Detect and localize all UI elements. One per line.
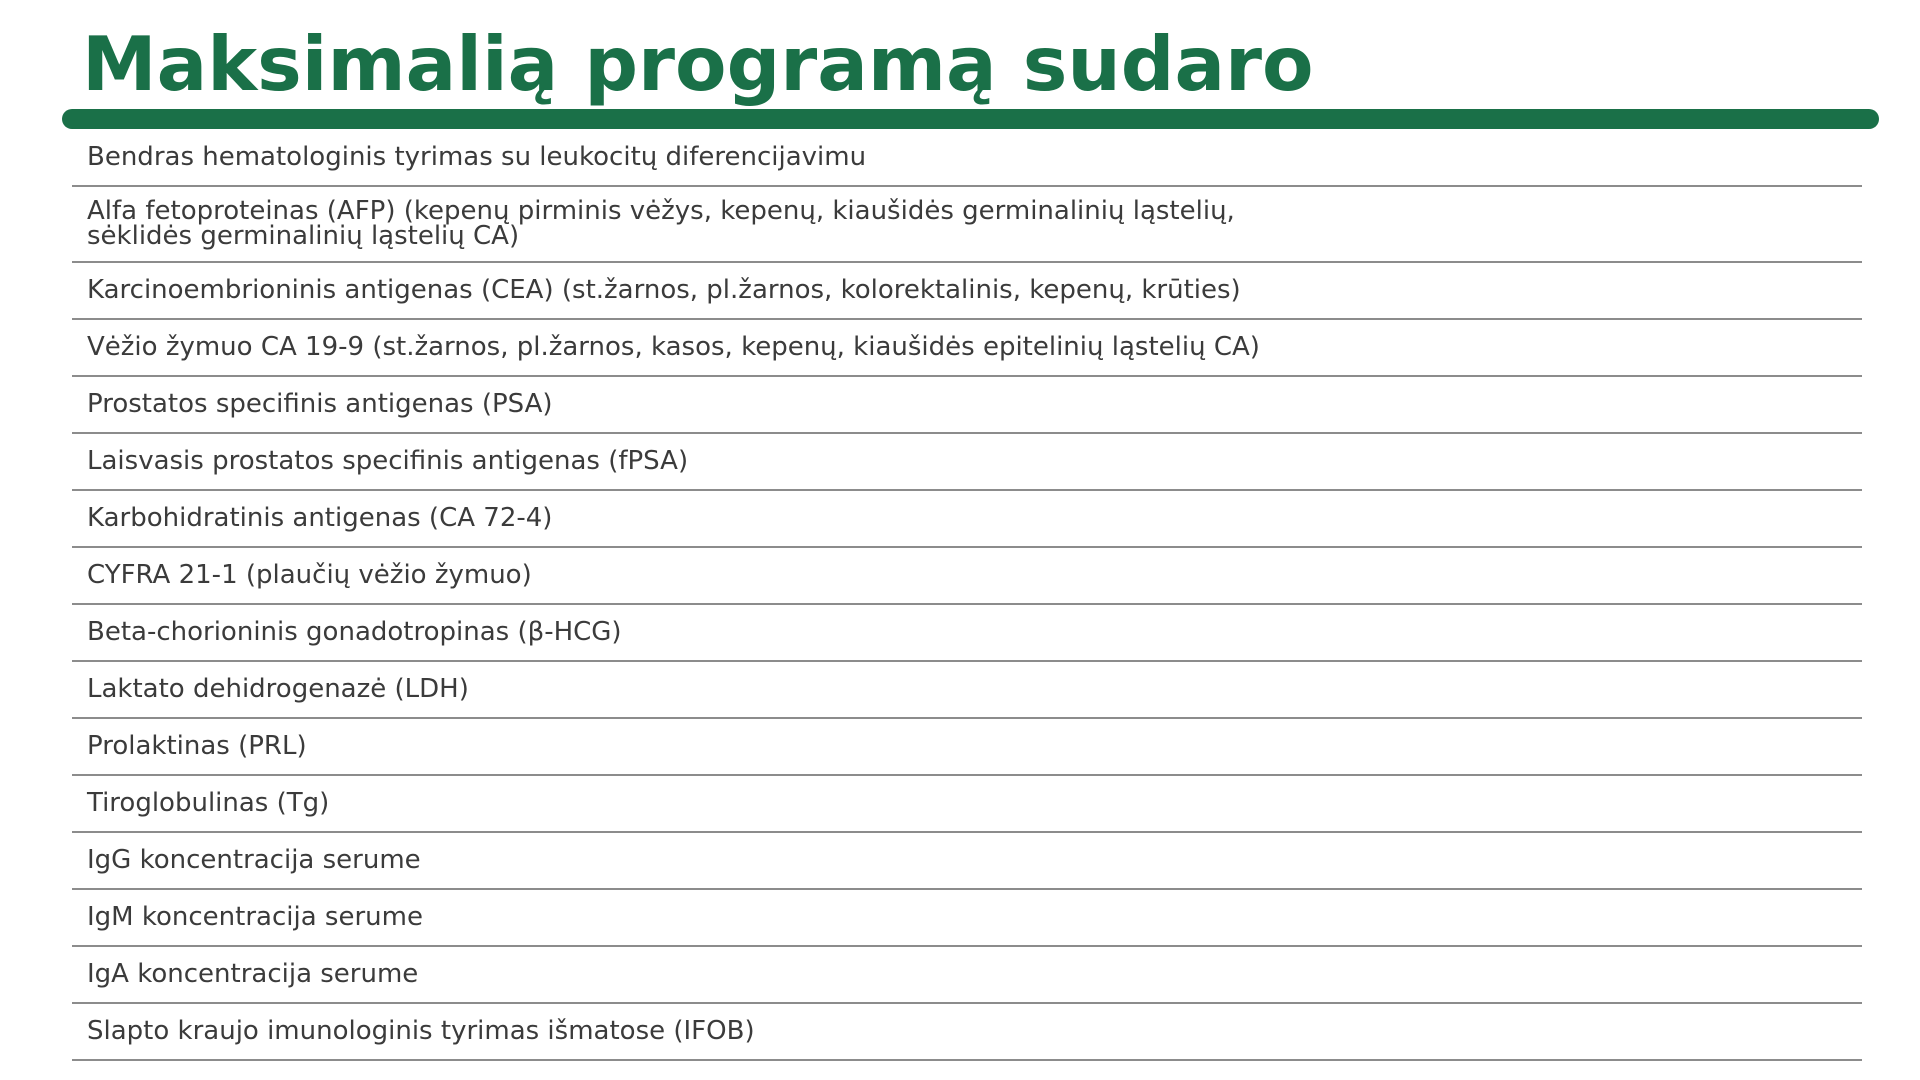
- list-item: [72, 947, 1862, 1004]
- list-item: [72, 662, 1862, 719]
- list-item: [72, 548, 1862, 605]
- list-item-label: IgM koncentracija serume: [87, 902, 423, 932]
- list-item-label: Karcinoembrioninis antigenas (CEA) (st.žarnos, pl.žarnos, kolorektalinis, kepenų, krūties): [87, 275, 1241, 305]
- list-item: [72, 320, 1862, 377]
- list-item-label: CYFRA 21-1 (plaučių vėžio žymuo): [87, 560, 532, 590]
- list-item: [72, 491, 1862, 548]
- list-item: [72, 890, 1862, 947]
- test-list: [72, 130, 1862, 1061]
- list-item: [72, 833, 1862, 890]
- list-item: [72, 434, 1862, 491]
- list-item-label: Slapto kraujo imunologinis tyrimas išmatose (IFOB): [87, 1016, 755, 1046]
- list-item-label: Laktato dehidrogenazė (LDH): [87, 674, 469, 704]
- list-item-label: Beta-chorioninis gonadotropinas (β-HCG): [87, 617, 622, 647]
- list-item: [72, 187, 1862, 263]
- list-item-label: IgA koncentracija serume: [87, 959, 419, 989]
- list-item-label: Tiroglobulinas (Tg): [87, 788, 330, 818]
- list-item: [72, 130, 1862, 187]
- list-item: [72, 263, 1862, 320]
- list-item: [72, 776, 1862, 833]
- list-item-label: Bendras hematologinis tyrimas su leukocitų diferencijavimu: [87, 142, 867, 172]
- list-item-label: Laisvasis prostatos specifinis antigenas (fPSA): [87, 446, 689, 476]
- list-item-label: Vėžio žymuo CA 19-9 (st.žarnos, pl.žarnos, kasos, kepenų, kiaušidės epitelinių ląstelių CA): [87, 332, 1260, 362]
- list-item-label: Prostatos specifinis antigenas (PSA): [87, 389, 553, 419]
- list-item-label: Alfa fetoproteinas (AFP) (kepenų pirminis vėžys, kepenų, kiaušidės germinalinių ląstelių, sėklidės germinalinių ląstelių CA): [87, 196, 1235, 251]
- list-item: [72, 605, 1862, 662]
- list-item: [72, 377, 1862, 434]
- page-title: Maksimalią programą sudaro: [82, 20, 1314, 108]
- list-item-label: IgG koncentracija serume: [87, 845, 421, 875]
- list-item: [72, 719, 1862, 776]
- list-item-label: Karbohidratinis antigenas (CA 72-4): [87, 503, 553, 533]
- list-item-label: Prolaktinas (PRL): [87, 731, 307, 761]
- title-underline-bar: [62, 109, 1879, 129]
- list-item: [72, 1004, 1862, 1061]
